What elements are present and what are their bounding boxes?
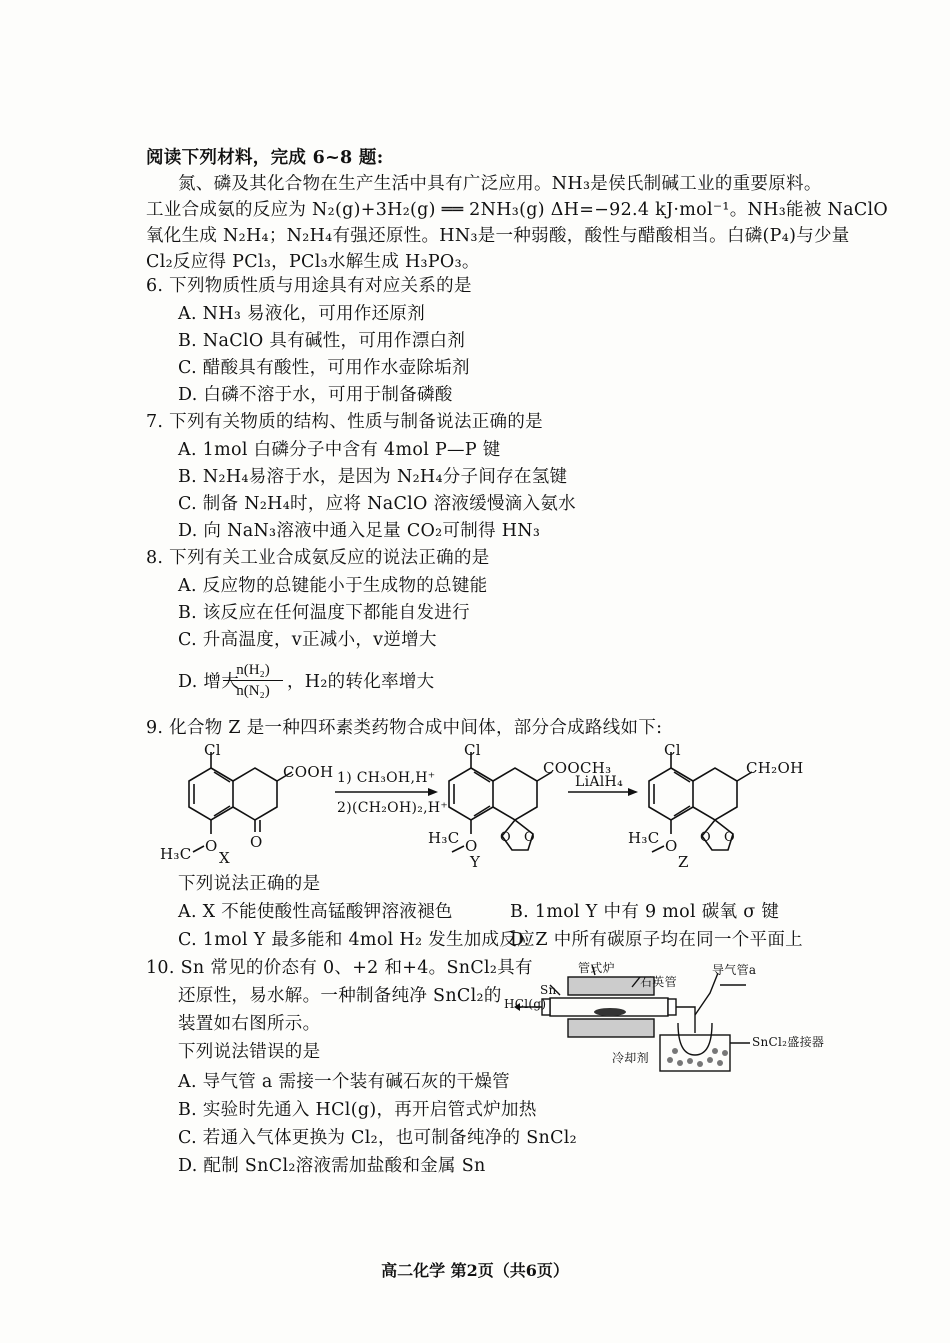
z-h3c: H₃C xyxy=(628,829,660,847)
y-benzene-ring xyxy=(449,768,493,820)
z-dioxolane-o2: O xyxy=(724,830,735,845)
tube-a-label: 导气管a xyxy=(712,963,757,977)
q10-option-c: C. 若通入气体更换为 Cl₂，也可制备纯净的 SnCl₂ xyxy=(178,1128,577,1148)
q9-option-b: B. 1mol Y 中有 9 mol 碳氧 σ 键 xyxy=(510,902,780,922)
label-y: Y xyxy=(470,853,481,871)
q8-option-d-suffix: ，H₂的转化率增大 xyxy=(287,672,435,692)
material-heading: 阅读下列材料，完成 6~8 题: xyxy=(146,148,384,168)
q8-option-a: A. 反应物的总键能小于生成物的总键能 xyxy=(178,576,488,596)
page-footer: 高二化学 第2页（共6页） xyxy=(381,1261,569,1280)
coolant-label: 冷却剂 xyxy=(612,1051,649,1065)
sn-label: Sn xyxy=(540,983,557,997)
q6-option-c: C. 醋酸具有酸性，可用作水壶除垢剂 xyxy=(178,358,470,378)
q10-option-a: A. 导气管 a 需接一个装有碱石灰的干燥管 xyxy=(178,1072,510,1092)
z-ch2oh-label: CH₂OH xyxy=(746,759,804,777)
q7-option-c: C. 制备 N₂H₄时，应将 NaClO 溶液缓慢滴入氨水 xyxy=(178,494,576,514)
x-ketone-o: O xyxy=(250,833,263,851)
x-h3c: H₃C xyxy=(160,845,192,863)
material-line: 工业合成氨的反应为 N₂(g)+3H₂(g) ══ 2NH₃(g) ΔH=−92.4 kJ·mol⁻¹。NH₃能被 NaClO xyxy=(146,200,889,220)
reagent-2: 2)(CH₂OH)₂,H⁺ xyxy=(337,800,449,816)
sn-sample xyxy=(594,1008,626,1016)
z-ether-o: O xyxy=(665,837,678,855)
x-cooh-label: COOH xyxy=(283,763,334,781)
fraction-numerator: n(H₂) xyxy=(223,660,283,681)
z-cl-label: Cl xyxy=(664,741,681,759)
q9-prompt: 下列说法正确的是 xyxy=(178,874,321,894)
q9-option-c: C. 1mol Y 最多能和 4mol H₂ 发生加成反应 xyxy=(178,930,535,950)
q7-option-d: D. 向 NaN₃溶液中通入足量 CO₂可制得 HN₃ xyxy=(178,521,541,541)
furnace-bottom xyxy=(568,1019,654,1037)
material-line: 氮、磷及其化合物在生产生活中具有广泛应用。NH₃是侯氏制碱工业的重要原料。 xyxy=(178,174,822,194)
y-dioxolane-o2: O xyxy=(524,830,535,845)
q6-option-b: B. NaClO 具有碱性，可用作漂白剂 xyxy=(178,331,466,351)
q10-stem-line: 10. Sn 常见的价态有 0、+2 和+4。SnCl₂具有 xyxy=(146,958,533,978)
q8-option-b: B. 该反应在任何温度下都能自发进行 xyxy=(178,603,470,623)
q9-option-d: D. Z 中所有碳原子均在同一个平面上 xyxy=(510,930,803,950)
q7-stem: 7. 下列有关物质的结构、性质与制备说法正确的是 xyxy=(146,412,543,432)
material-line: 氧化生成 N₂H₄；N₂H₄有强还原性。HN₃是一种弱酸，酸性与醋酸相当。白磷(P₄)与少量 xyxy=(146,226,850,246)
y-h3c: H₃C xyxy=(428,829,460,847)
z-dioxolane-o1: O xyxy=(700,830,711,845)
q8-option-d-prefix: D. 增大 xyxy=(178,672,240,692)
x-cl-label: Cl xyxy=(204,741,221,759)
q6-stem: 6. 下列物质性质与用途具有对应关系的是 xyxy=(146,276,472,296)
z-benzene-ring xyxy=(649,768,693,820)
collector-label: SnCl₂盛接器 xyxy=(752,1035,825,1049)
y-ester-label: COOCH₃ xyxy=(543,759,612,777)
q6-option-d: D. 白磷不溶于水，可用于制备磷酸 xyxy=(178,385,453,405)
y-cl-label: Cl xyxy=(464,741,481,759)
reagent-3: LiAlH₄ xyxy=(575,774,623,790)
q7-option-a: A. 1mol 白磷分子中含有 4mol P—P 键 xyxy=(178,440,501,460)
q10-stem-line: 还原性，易水解。一种制备纯净 SnCl₂的 xyxy=(178,986,502,1006)
q7-option-b: B. N₂H₄易溶于水，是因为 N₂H₄分子间存在氢键 xyxy=(178,467,568,487)
x-benzene-ring xyxy=(189,768,233,820)
label-x: X xyxy=(219,849,230,867)
q10-prompt: 下列说法错误的是 xyxy=(178,1042,321,1062)
q6-option-a: A. NH₃ 易液化，可用作还原剂 xyxy=(178,304,426,324)
q8-option-c: C. 升高温度，v正减小，v逆增大 xyxy=(178,630,437,650)
reagent-1: 1) CH₃OH,H⁺ xyxy=(337,770,436,786)
q8-stem: 8. 下列有关工业合成氨反应的说法正确的是 xyxy=(146,548,490,568)
fraction-denominator: n(N₂) xyxy=(236,683,270,699)
q10-option-b: B. 实验时先通入 HCl(g)，再开启管式炉加热 xyxy=(178,1100,537,1120)
label-z: Z xyxy=(678,853,689,871)
material-line: Cl₂反应得 PCl₃，PCl₃水解生成 H₃PO₃。 xyxy=(146,252,480,272)
q10-option-d: D. 配制 SnCl₂溶液需加盐酸和金属 Sn xyxy=(178,1156,486,1176)
hcl-label: HCl(g) xyxy=(504,997,547,1011)
x-ether-o: O xyxy=(205,837,218,855)
y-dioxolane-o1: O xyxy=(500,830,511,845)
q9-stem: 9. 化合物 Z 是一种四环素类药物合成中间体，部分合成路线如下: xyxy=(146,718,663,738)
q10-stem-line: 装置如右图所示。 xyxy=(178,1014,321,1034)
furnace-label: 管式炉 xyxy=(578,961,615,975)
quartz-label: 石英管 xyxy=(640,975,677,989)
y-ether-o: O xyxy=(465,837,478,855)
q9-option-a: A. X 不能使酸性高锰酸钾溶液褪色 xyxy=(178,902,453,922)
